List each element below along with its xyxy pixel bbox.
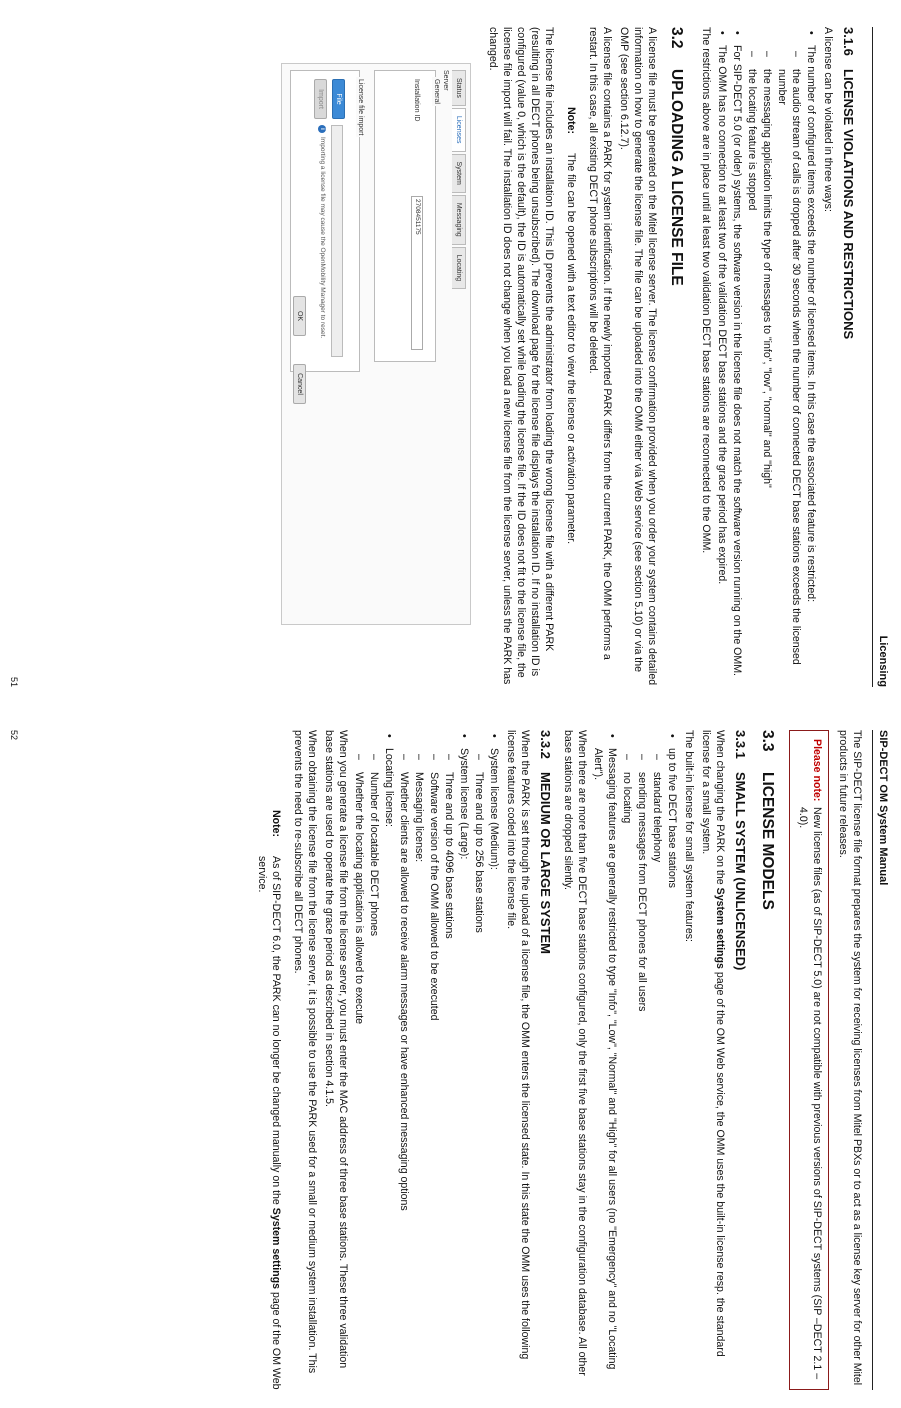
dash-list [471, 748, 485, 1390]
file-button[interactable]: File [332, 79, 345, 119]
section-3-3-heading: 3.3LICENSE MODELS [759, 730, 777, 910]
list-item: – Messaging license: [411, 748, 425, 1390]
list-item: – the messaging application limits the type of messages to "info", "low", "normal" and "high" [759, 45, 773, 687]
list-item: • up to five DECT base stations – standard telephony – sending messages from DECT phones for all users – no locating [619, 730, 678, 1390]
import-info-text: Importing a license file may cause the OpenMobility Manager to reset. [319, 137, 327, 339]
paragraph: The license file includes an installation ID. This ID prevents the administrator from loading the wrong license file with a different PARK (resulting in all DECT phones being unsubscribed). The download page for the license file displays the installation ID. If no installation ID is configured (value 0, which is the default), the ID is automatically set while loading the license file. If the ID does not fit to the license file, the license file import will fail. The installation ID does not change when you load a new license file from the license server, unless the PARK has changed. [486, 27, 555, 685]
list-item: • System license (Medium): – Three and up to 256 base stations [471, 730, 500, 1390]
list-item: – Three and up to 4096 base stations [441, 748, 455, 1390]
tab-bar [452, 70, 466, 291]
list-item: • System license (Large): – Three and up to 4096 base stations – Software version of the OMM allowed to be executed – Messaging license: – Whether clients are allowed to receive alarm messages or have enhanced messaging options [396, 730, 470, 1390]
list-item: • Locating license: – Number of locatable DECT phones – Whether the locating application is allowed to execute [351, 730, 395, 1390]
paragraph: A license file contains a PARK for system identification. If the newly imported PARK differs from the current PARK, the OMM performs a restart. In this case, all existing DECT phone subscriptions will be deleted. [586, 27, 613, 660]
list-item: – the locating feature is stopped [744, 45, 758, 687]
running-header: Licensing [872, 27, 889, 687]
paragraph: A license file must be generated on the Mitel license server. The license confirmation provided when you order your system contains detailed information on how to generate the license file. The file can be uploaded into the OMM either via Web service (see section 5.10) or via the OMP (see section 6.12.7). [617, 27, 658, 686]
page-content [246, 730, 863, 1390]
ok-button[interactable]: OK [293, 296, 306, 336]
tab-status[interactable]: Status [452, 70, 466, 106]
please-note-text: New license files (as of SIP-DECT 5.0) are not compatible with previous versions of SIP-DECT systems (SIP –DECT 2.1 – 4.0). [797, 807, 824, 1380]
file-path-field[interactable] [331, 125, 343, 357]
please-note-box [789, 730, 829, 1390]
list-item: – no locating [619, 748, 633, 1390]
note-label: Note: [270, 810, 283, 838]
page-number: 52 [9, 730, 19, 741]
tab-system[interactable]: System [452, 154, 466, 193]
import-button[interactable]: Import [314, 79, 327, 119]
list-item: • The OMM has no connection to at least two of the validation DECT base stations and the grace period has expired. [714, 27, 728, 687]
note-text: The file can be opened with a text editor to view the license or activation parameter. [564, 153, 577, 545]
dash-list [619, 748, 663, 1390]
info-icon: i [318, 125, 326, 133]
page-number: 51 [9, 676, 19, 687]
section-3-3-2-heading: 3.3.2MEDIUM OR LARGE SYSTEM [537, 730, 553, 955]
license-dialog-screenshot [281, 63, 471, 625]
paragraph: The SIP-DECT license file format prepares the system for receiving licenses from Mitel PBXs or to act as a license key server for other Mitel products in future releases. [837, 730, 863, 1386]
paragraph: When obtaining the license file from the license server, it is possible to use the PARK used for a small or medium system installation. This prevents the need to re-subscribe all DECT phones. [292, 730, 319, 1374]
bullet-list [714, 27, 817, 687]
list-item: • Messaging features are generally restricted to type "Info", "Low", "Normal" and "High" for all users (no "Emergency" and no "Locating Alert"). [590, 730, 618, 1390]
list-item: – Whether clients are allowed to receive alarm messages or have enhanced messaging options [396, 748, 410, 1390]
list-item: – Whether the locating application is allowed to execute [351, 748, 365, 1390]
paragraph: When the PARK is set through the upload of a license file, the OMM enters the licensed state. In this state the OMM uses the following license features coded into the license file. [504, 730, 531, 1360]
server-legend: Server [442, 70, 450, 91]
paragraph: When there are more than five DECT base stations configured, only the first five base stations stay in the configuration database. All other base stations are dropped silently. [561, 730, 588, 1376]
file-import-legend: License file import [357, 79, 365, 136]
list-item: – sending messages from DECT phones for all users [634, 748, 648, 1390]
dash-list [744, 45, 802, 687]
paragraph: A license can be violated in three ways: [821, 27, 834, 212]
bullet-list [351, 730, 500, 1390]
list-item: – Number of locatable DECT phones [366, 748, 380, 1390]
page-content [281, 27, 863, 687]
list-item: – standard telephony [649, 748, 663, 1390]
list-item: • The number of configured items exceeds the number of licensed items. In this case the associated feature is restricted: – the audio stream of calls is dropped after 30 seconds when the number of connected DECT base stations exceeds the licensed number – the messaging application limits the type of messages to "info", "low", "normal" and "high" – the locating feature is stopped [744, 27, 817, 687]
installation-id-label: Installation ID [413, 79, 421, 122]
running-header: SIP-DECT OM System Manual [872, 730, 889, 1390]
tab-licenses[interactable]: Licenses [452, 108, 466, 152]
cancel-button[interactable]: Cancel [293, 364, 306, 404]
list-item: • For SIP-DECT 5.0 (or older) systems, the software version in the license file does not match the software version running on the OMM. [729, 27, 743, 687]
note-text: As of SIP-DECT 6.0, the PARK can no longer be changed manually on the System settings page of the OM Web service. [256, 856, 283, 1390]
paragraph: When changing the PARK on the System settings page of the OM Web service, the OMM uses the built-in license resp. the standard license for a small system. [699, 730, 726, 1357]
page-52 [5, 708, 895, 1408]
section-3-1-6-heading: 3.1.6LICENSE VIOLATIONS AND RESTRICTIONS [841, 27, 856, 340]
note-label: Note: [564, 107, 577, 135]
paragraph: The built-in license for small system features: [682, 730, 695, 942]
section-3-3-1-heading: 3.3.1SMALL SYSTEM (UNLICENSED) [732, 730, 748, 971]
paragraph: When you generate a license file from the license server, you must enter the MAC address of three base stations. These three validation base stations are used to operate the grace period as described in section 4.1.5. [323, 730, 350, 1369]
tab-messaging[interactable]: Messaging [452, 195, 466, 245]
tab-locating[interactable]: Locating [452, 247, 466, 289]
page-51 [5, 5, 895, 705]
note-box [254, 810, 282, 1390]
section-3-2-heading: 3.2UPLOADING A LICENSE FILE [668, 27, 686, 286]
note-box [563, 107, 577, 687]
list-item: – Software version of the OMM allowed to be executed [426, 748, 440, 1390]
bullet-list [590, 730, 678, 1390]
general-fieldset [374, 70, 441, 362]
paragraph: The restrictions above are in place until at least two validation DECT base stations are reconnected to the OMM. [700, 27, 713, 554]
dash-list [351, 748, 380, 1390]
please-note-label: Please note: [811, 739, 824, 802]
general-legend: General [433, 79, 441, 104]
installation-id-input[interactable]: 2708451175 [411, 196, 423, 350]
dash-list [396, 748, 455, 1390]
list-item: – Three and up to 256 base stations [471, 748, 485, 1390]
list-item: – the audio stream of calls is dropped after 30 seconds when the number of connected DECT base stations exceeds the licensed number [774, 45, 802, 687]
